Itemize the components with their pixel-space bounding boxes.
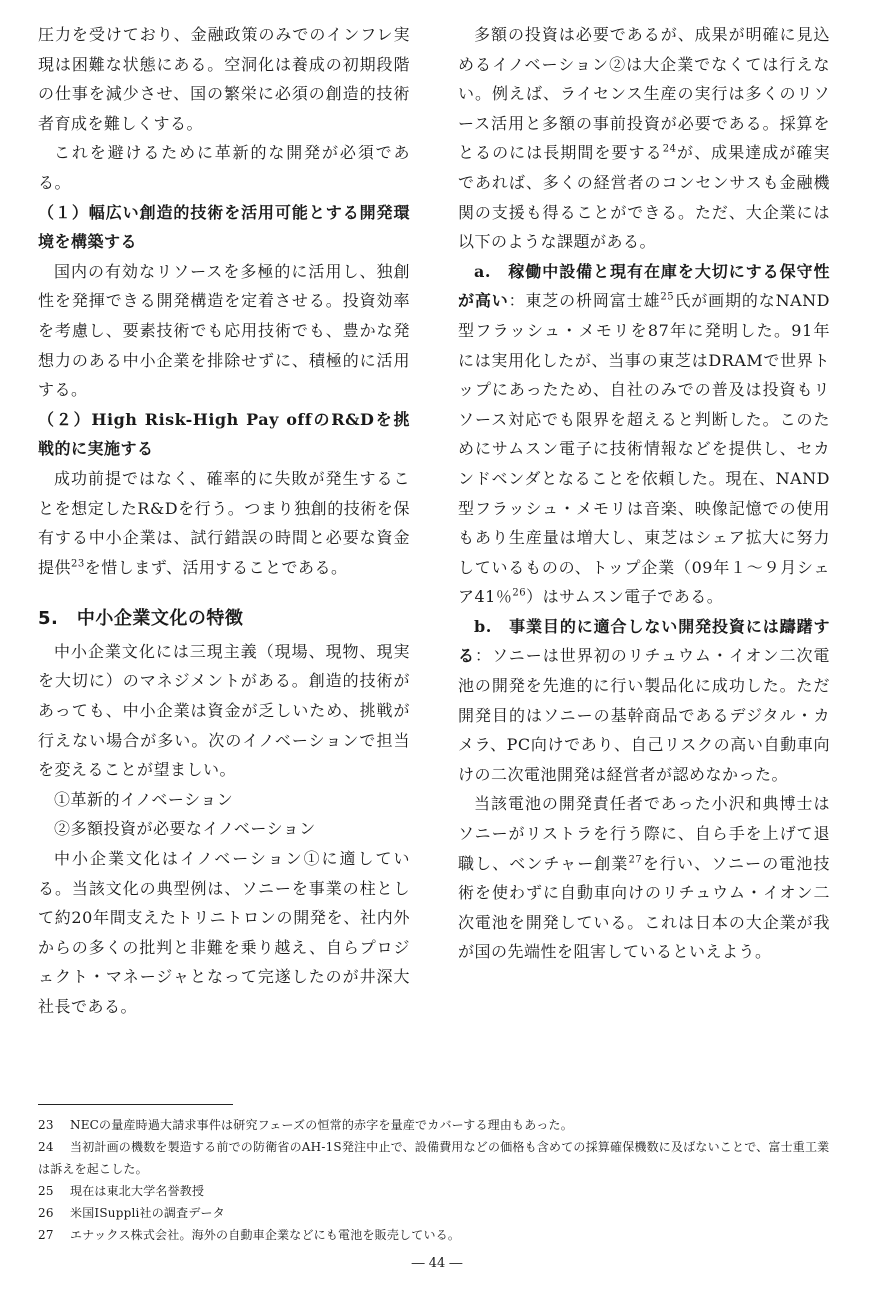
page-number: ― 44 ― [411,1256,463,1271]
subheading-1: （１）幅広い創造的技術を活用可能とする開発環境を構築する [38,202,410,252]
footnote [38,1224,834,1246]
text-run: 多額の投資は必要であるが、成果が明確に見込めるイノベーション②は大企業でなくては行えない。例えば、ライセンス生産の実行は多くのリソース活用と多額の事前投資が必要である。採算をとるのには長期間を要する [458,25,830,163]
footnote-ref: 23 [71,558,85,570]
text-run: 成功前提ではなく、確率的に失敗が発生することを想定したR&Dを行う。つまり独創的技術を保有する中小企業は、試行錯誤の時間と必要な資金提供 [38,468,410,577]
footnote-number: 25 [38,1184,54,1198]
subheading-2: （２）High Risk-High Pay offのR&Dを挑戦的に実施する [38,409,410,459]
paragraph: これを避けるために革新的な開発が必須である。 [38,143,410,192]
paragraph: 圧力を受けており、金融政策のみでのインフレ実現は困難な状態にある。空洞化は養成の初期段階の仕事を減少させ、国の繁栄に必須の創造的技術者育成を難しくする。 [38,25,410,133]
paragraph: 国内の有効なリソースを多極的に活用し、独創性を発揮できる開発構造を定着させる。投資効率を考慮し、要素技術でも応用技術でも、豊かな発想力のある中小企業を排除せずに、積極的に活用する。 [38,261,410,400]
footnote-text: 当初計画の機数を製造する前での防衛省のAH-1S発注中止で、設備費用などの価格も含めての採算確保機数に及ばないことで、富士重工業は訴えを起こした。 [38,1140,830,1176]
footnote-ref: 26 [512,587,527,599]
paragraph-a [458,257,830,612]
footnotes [38,1114,834,1246]
paragraph [458,789,830,967]
right-column [458,20,830,967]
footnote [38,1136,834,1180]
footnote-number: 23 [38,1118,54,1132]
footnote-text: NECの量産時過大請求事件は研究フェーズの恒常的赤字を量産でカバーする理由もあった。 [70,1118,573,1132]
paragraph [38,464,410,582]
text-run: を惜しまず、活用することである。 [84,557,348,577]
item-a-heading: a. 稼働中設備と現有在庫を大切にする保守性が高い [458,261,830,311]
paragraph: 中小企業文化はイノベーション①に適している。当該文化の典型例は、ソニーを事業の柱として約20年間支えたトリニトロンの開発を、社内外からの多くの批判と非難を乗り越え、自らプロジェクト・マネージャとなって完遂したのが井深大社長である。 [38,849,410,1016]
list-item: ①革新的イノベーション [54,789,234,809]
footnote-ref: 24 [662,144,677,156]
footnote [38,1180,834,1202]
text-run: を行い、ソニーの電池技術を使わずに自動車向けのリチュウム・イオン二次電池を開発している。これは日本の大企業が我が国の先端性を阻害しているといえよう。 [458,853,830,962]
text-run: ：ソニーは世界初のリチュウム・イオン二次電池の開発を先進的に行い製品化に成功した。ただ開発目的はソニーの基幹商品であるデジタル・カメラ、PC向けであり、自己リスクの高い自動車向けの二次電池開発は経営者が認めなかった。 [458,646,830,784]
footnote-ref: 27 [628,854,643,866]
text-run: が、成果達成が確実であれば、多くの経営者のコンセンサスも金融機関の支援も得ることができる。ただ、大企業には以下のような課題がある。 [458,143,830,252]
list-item: ②多額投資が必要なイノベーション [54,819,316,839]
footnote-divider [38,1104,233,1105]
section-title: 5. 中小企業文化の特徴 [38,608,244,630]
footnote [38,1114,834,1136]
text-run: 氏が画期的なNAND型フラッシュ・メモリを87年に発明した。91年には実用化したが、当事の東芝はDRAMで世界トップにあったため、自社のみでの普及は投資もリソース対応でも限界を超えると判断した。このためにサムスン電子に技術情報などを提供し、セカンドベンダとなることを依頼した。現在、NAND型フラッシュ・メモリは音楽、映像記憶での使用もあり生産量は増大し、東芝はシェア拡大に努力しているものの、トップ企業（09年１～９月シェア41％ [458,291,830,607]
footnote-number: 24 [38,1140,54,1154]
paragraph: 中小企業文化には三現主義（現場、現物、現実を大切に）のマネジメントがある。創造的技術があっても、中小企業は資金が乏しいため、挑戦が行えない場合が多い。次のイノベーションで担当を変えることが望ましい。 [38,641,410,780]
footnote-text: 現在は東北大学名誉教授 [70,1184,205,1198]
paragraph [458,20,830,257]
left-column [38,20,410,1022]
footnote [38,1202,834,1224]
footnote-number: 26 [38,1206,54,1220]
footnote-text: 米国ISuppli社の調査データ [70,1206,225,1220]
footnote-number: 27 [38,1228,54,1242]
item-b-heading: b. 事業目的に適合しない開発投資には躊躇する [458,616,830,666]
text-run: ）はサムスン電子である。 [526,587,724,607]
paragraph-b [458,612,830,790]
footnote-text: エナックス株式会社。海外の自動車企業などにも電池を販売している。 [70,1228,461,1242]
footnote-ref: 25 [660,292,675,304]
text-run: 当該電池の開発責任者であった小沢和典博士はソニーがリストラを行う際に、自ら手を上げて退職し、ベンチャー創業 [458,794,830,873]
text-run: ：東芝の枡岡富士雄 [508,291,661,311]
